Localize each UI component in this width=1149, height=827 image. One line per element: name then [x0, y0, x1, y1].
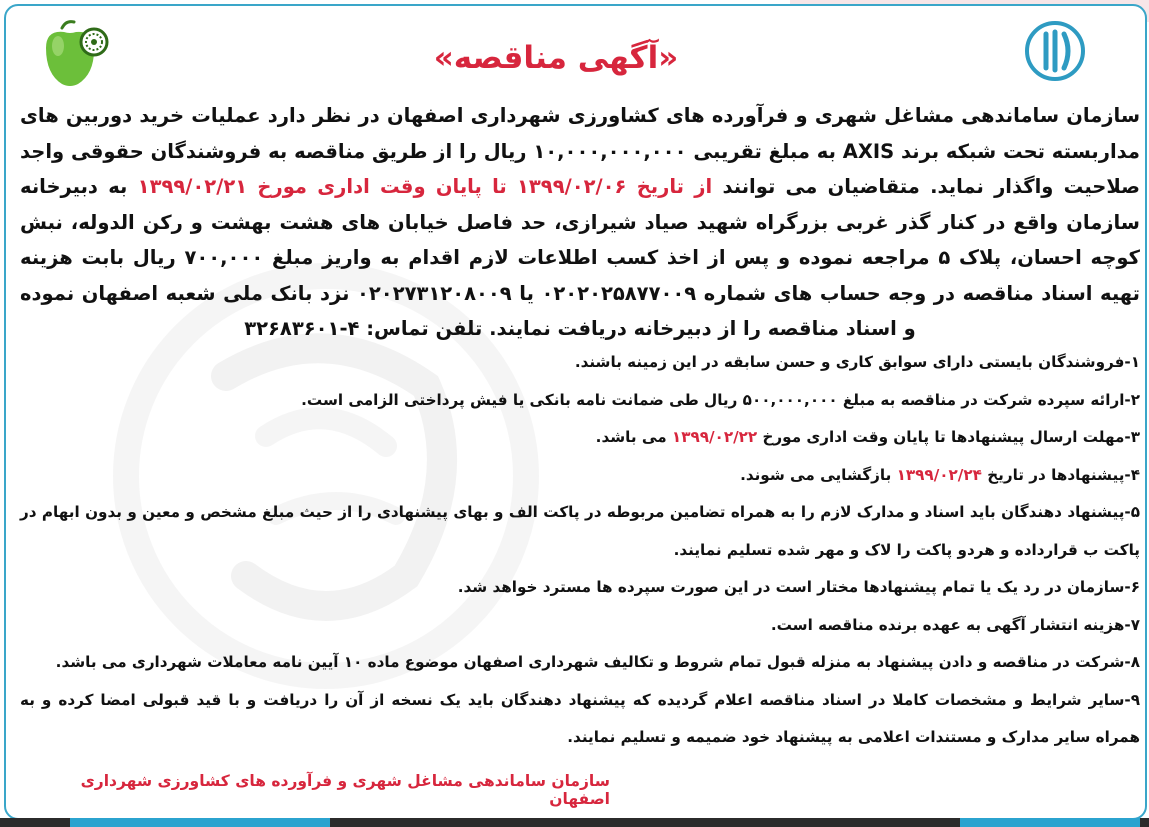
notice-frame: [4, 4, 1147, 820]
bottom-strip-accent-1: [70, 818, 330, 827]
bottom-strip: [0, 818, 1149, 827]
intro-dates-highlight: از تاریخ ۱۳۹۹/۰۲/۰۶ تا پایان وقت اداری مورخ ۱۳۹۹/۰۲/۲۱: [137, 175, 713, 198]
intro-text-part1: سازمان ساماندهی مشاغل شهری و فرآورده های کشاورزی شهرداری اصفهان در نظر دارد عملیات خرید دوربین های مداربسته تحت شبکه برند AXIS به مبلغ تقریبی ۱۰,۰۰۰,۰۰۰,۰۰۰ ریال را از طریق مناقصه به فروشندگان حقوقی واجد صلاحیت واگذار نماید. متقاضیان می توانند: [20, 104, 1140, 198]
intro-text-part2: به دبیرخانه سازمان واقع در کنار گذر غربی بزرگراه شهید صیاد شیرازی، حد فاصل خیابان های هشت بهشت و رکن الدوله، نبش کوچه احسان، پلاک ۵ مراجعه نموده و پس از اخذ کسب اطلاعات لازم اقدام به واریز مبلغ ۷۰۰,۰۰۰ ریال بابت هزینه تهیه اسناد مناقصه در وجه حساب های شماره ۰۲۰۲۰۲۵۸۷۷۰۰۹ یا ۰۲۰۲۷۳۱۲۰۸۰۰۹ نزد بانک ملی شعبه اصفهان نموده و اسناد مناقصه را از دبیرخانه دریافت نمایند. تلفن تماس: ۴-۳۲۶۸۳۶۰۱: [20, 175, 1140, 340]
intro-paragraph: [20, 98, 1140, 347]
condition-item-2: ۲-ارائه سپرده شرکت در مناقصه به مبلغ ۵۰۰,۰۰۰,۰۰۰ ریال طی ضمانت نامه بانکی یا فیش پرداختی الزامی است.: [301, 390, 1140, 409]
green-apple-logo-icon: [32, 18, 114, 90]
condition-3-tail: می باشد.: [595, 428, 667, 446]
page-title: «آگهی مناقصه»: [433, 40, 679, 76]
condition-4-date: ۱۳۹۹/۰۲/۲۴: [896, 465, 982, 484]
condition-4-tail: بازگشایی می شوند.: [740, 465, 892, 484]
condition-3-date: ۱۳۹۹/۰۲/۲۲: [671, 428, 758, 446]
condition-item-5: ۵-پیشنهاد دهندگان باید اسناد و مدارک لازم را به همراه تضامین مربوطه در پاکت الف و بهای پیشنهادی را از حیث مبلغ مشخص و معین و بدون ابهام در پاکت ب قرارداده و هردو پاکت را لاک و مهر شده تسلیم نمایند.: [20, 503, 1140, 559]
condition-item-1: ۱-فروشندگان بایستی دارای سوابق کاری و حسن سابقه در این زمینه باشند.: [574, 353, 1140, 371]
condition-item-9: ۹-سایر شرایط و مشخصات کاملا در اسناد مناقصه اعلام گردیده که پیشنهاد دهندگان باید یک نسخه از آن را دریافت و با قید قبولی امضا کرده و به همراه سایر مدارک و مستندات اعلامی به پیشنهاد خود ضمیمه و تسلیم نمایند.: [20, 690, 1140, 746]
condition-3-text: ۳-مهلت ارسال پیشنهادها تا پایان وقت اداری مورخ: [762, 428, 1140, 446]
conditions-list: [20, 344, 1140, 757]
footer-signature: سازمان ساماندهی مشاغل شهری و فرآورده های کشاورزی شهرداری اصفهان: [80, 772, 610, 808]
condition-4-text: ۴-پیشنهادها در تاریخ: [987, 465, 1140, 484]
condition-item-7: ۷-هزینه انتشار آگهی به عهده برنده مناقصه است.: [770, 615, 1140, 634]
condition-item-4: [20, 457, 1140, 495]
condition-item-3: [20, 419, 1140, 457]
bottom-strip-accent-2: [960, 818, 1140, 827]
isfahan-municipality-logo-icon: [1024, 20, 1086, 82]
condition-item-6: ۶-سازمان در رد یک یا تمام پیشنهادها مختار است در این صورت سپرده ها مسترد خواهد شد.: [457, 578, 1140, 596]
condition-item-8: ۸-شرکت در مناقصه و دادن پیشنهاد به منزله قبول تمام شروط و تکالیف شهرداری اصفهان موضوع ماده ۱۰ آیین نامه معاملات شهرداری می باشد.: [55, 653, 1140, 671]
